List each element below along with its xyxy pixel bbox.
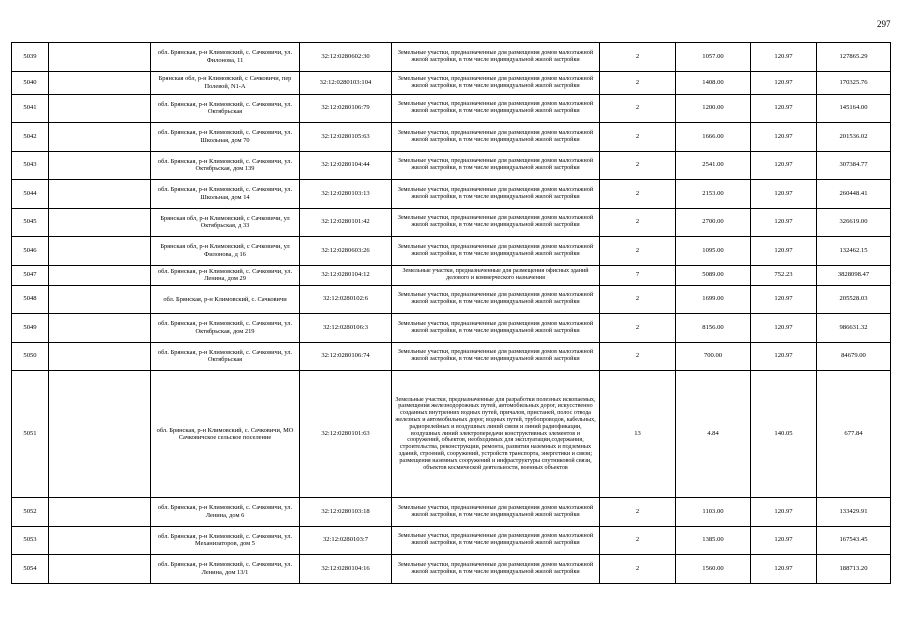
- area-cell: 1095.00: [676, 237, 751, 266]
- blank-cell: [49, 237, 151, 266]
- unit-value-cell: 120.97: [751, 314, 817, 343]
- table-row: [12, 208, 891, 237]
- row-number-cell: 5052: [12, 498, 49, 527]
- use-group-code-cell: 2: [600, 237, 676, 266]
- blank-cell: [49, 265, 151, 285]
- use-group-code-cell: 2: [600, 71, 676, 94]
- table-row: [12, 314, 891, 343]
- table-row: [12, 237, 891, 266]
- blank-cell: [49, 151, 151, 180]
- page-number: 297: [877, 19, 891, 29]
- row-number-cell: 5047: [12, 265, 49, 285]
- row-number-cell: 5049: [12, 314, 49, 343]
- area-cell: 1103.00: [676, 498, 751, 527]
- cadastral-value-cell: 167543.45: [817, 526, 891, 555]
- cadastral-value-cell: 127865.29: [817, 43, 891, 72]
- row-number-cell: 5051: [12, 371, 49, 498]
- cadastral-value-cell: 170325.76: [817, 71, 891, 94]
- area-cell: 4.84: [676, 371, 751, 498]
- address-cell: обл. Брянская, р-н Климовский, с. Сачковичи, ул. Ленина, дом 29: [151, 265, 300, 285]
- unit-value-cell: 120.97: [751, 498, 817, 527]
- land-use-cell: Земельные участки, предназначенные для размещения домов малоэтажной жилой застройки, в том числе индивидуальной жилой застройки: [392, 285, 600, 314]
- address-cell: обл. Брянская, р-н Климовский, с. Сачковичи, ул. Ленина, дом 6: [151, 498, 300, 527]
- address-cell: обл. Брянская, р-н Климовский, с. Сачковичи, ул. Октябрьская, дом 139: [151, 151, 300, 180]
- blank-cell: [49, 43, 151, 72]
- cadastral-number-cell: 32:12:0280106:79: [300, 94, 392, 123]
- row-number-cell: 5040: [12, 71, 49, 94]
- cadastral-number-cell: 32:12:0280104:12: [300, 265, 392, 285]
- unit-value-cell: 120.97: [751, 94, 817, 123]
- cadastral-number-cell: 32:12:0280101:63: [300, 371, 392, 498]
- blank-cell: [49, 526, 151, 555]
- address-cell: обл. Брянская, р-н Климовский, с. Сачковичи, ул. Школьная, дом 14: [151, 180, 300, 209]
- use-group-code-cell: 2: [600, 43, 676, 72]
- use-group-code-cell: 2: [600, 208, 676, 237]
- land-use-cell: Земельные участки, предназначенные для размещения офисных зданий делового и коммерческого назначения: [392, 265, 600, 285]
- address-cell: обл. Брянская, р-н Климовский, с. Сачковичи, ул. Школьная, дом 70: [151, 123, 300, 152]
- unit-value-cell: 120.97: [751, 237, 817, 266]
- cadastral-value-cell: 307384.77: [817, 151, 891, 180]
- table-row: [12, 151, 891, 180]
- use-group-code-cell: 2: [600, 285, 676, 314]
- land-use-cell: Земельные участки, предназначенные для размещения домов малоэтажной жилой застройки, в том числе индивидуальной жилой застройки: [392, 555, 600, 584]
- cadastral-value-cell: 986631.32: [817, 314, 891, 343]
- land-use-cell: Земельные участки, предназначенные для размещения домов малоэтажной жилой застройки, в том числе индивидуальной жилой застройки: [392, 314, 600, 343]
- land-use-cell: Земельные участки, предназначенные для размещения домов малоэтажной жилой застройки, в том числе индивидуальной жилой застройки: [392, 180, 600, 209]
- cadastral-value-cell: 132462.15: [817, 237, 891, 266]
- blank-cell: [49, 180, 151, 209]
- unit-value-cell: 120.97: [751, 43, 817, 72]
- address-cell: обл. Брянская, р-н Климовский, с. Сачковичи, ул. Октябрьская, дом 219: [151, 314, 300, 343]
- row-number-cell: 5050: [12, 342, 49, 371]
- blank-cell: [49, 123, 151, 152]
- unit-value-cell: 120.97: [751, 180, 817, 209]
- unit-value-cell: 120.97: [751, 555, 817, 584]
- cadastral-number-cell: 32:12:0280103:13: [300, 180, 392, 209]
- table-body: [12, 43, 891, 584]
- land-use-cell: Земельные участки, предназначенные для размещения домов малоэтажной жилой застройки, в том числе индивидуальной жилой застройки: [392, 526, 600, 555]
- cadastral-number-cell: 32:12:0280102:6: [300, 285, 392, 314]
- address-cell: обл. Брянская, р-н Климовский, с. Сачковичи, ул. Механизаторов, дом 5: [151, 526, 300, 555]
- use-group-code-cell: 13: [600, 371, 676, 498]
- row-number-cell: 5045: [12, 208, 49, 237]
- cadastral-number-cell: 32:12:0280103:104: [300, 71, 392, 94]
- area-cell: 1200.00: [676, 94, 751, 123]
- blank-cell: [49, 208, 151, 237]
- table-row: [12, 555, 891, 584]
- address-cell: обл. Брянская, р-н Климовский, с. Сачковичи, МО Сачковичское сельское поселение: [151, 371, 300, 498]
- use-group-code-cell: 2: [600, 498, 676, 527]
- land-use-cell: Земельные участки, предназначенные для размещения домов малоэтажной жилой застройки, в том числе индивидуальной жилой застройки: [392, 71, 600, 94]
- row-number-cell: 5054: [12, 555, 49, 584]
- row-number-cell: 5053: [12, 526, 49, 555]
- unit-value-cell: 120.97: [751, 342, 817, 371]
- cadastral-value-cell: 3828098.47: [817, 265, 891, 285]
- cadastral-number-cell: 32:12:0280104:16: [300, 555, 392, 584]
- row-number-cell: 5041: [12, 94, 49, 123]
- row-number-cell: 5043: [12, 151, 49, 180]
- unit-value-cell: 140.05: [751, 371, 817, 498]
- area-cell: 700.00: [676, 342, 751, 371]
- land-use-cell: Земельные участки, предназначенные для размещения домов малоэтажной жилой застройки, в том числе индивидуальной жилой застройки: [392, 237, 600, 266]
- blank-cell: [49, 71, 151, 94]
- address-cell: обл. Брянская, р-н Климовский, с. Сачковичи, ул. Октябрьская: [151, 342, 300, 371]
- land-registry-table: [11, 42, 891, 584]
- land-use-cell: Земельные участки, предназначенные для размещения домов малоэтажной жилой застройки, в том числе индивидуальной жилой застройки: [392, 123, 600, 152]
- cadastral-number-cell: 32:12:0280603:26: [300, 237, 392, 266]
- area-cell: 2541.00: [676, 151, 751, 180]
- table-row: [12, 526, 891, 555]
- table-row: [12, 265, 891, 285]
- area-cell: 2700.00: [676, 208, 751, 237]
- address-cell: обл. Брянская, р-н Климовский, с. Сачковичи, ул. Филонова, 11: [151, 43, 300, 72]
- table-row: [12, 71, 891, 94]
- address-cell: Брянская обл, р-н Климовский, с Сачковичи, пер Полевой, N1-А: [151, 71, 300, 94]
- area-cell: 1666.00: [676, 123, 751, 152]
- address-cell: обл. Брянская, р-н Климовский, с. Сачковичи, ул. Ленина, дом 13/1: [151, 555, 300, 584]
- land-use-cell: Земельные участки, предназначенные для размещения домов малоэтажной жилой застройки, в том числе индивидуальной жилой застройки: [392, 342, 600, 371]
- blank-cell: [49, 371, 151, 498]
- cadastral-number-cell: 32:12:0280103:7: [300, 526, 392, 555]
- address-cell: Брянская обл, р-н Климовский, с Сачковичи, ул Октябрьская, д 33: [151, 208, 300, 237]
- row-number-cell: 5046: [12, 237, 49, 266]
- cadastral-value-cell: 84679.00: [817, 342, 891, 371]
- cadastral-number-cell: 32:12:0280106:74: [300, 342, 392, 371]
- unit-value-cell: 120.97: [751, 208, 817, 237]
- area-cell: 1057.00: [676, 43, 751, 72]
- land-use-cell: Земельные участки, предназначенные для размещения домов малоэтажной жилой застройки, в том числе индивидуальной жилой застройки: [392, 151, 600, 180]
- cadastral-value-cell: 260448.41: [817, 180, 891, 209]
- use-group-code-cell: 2: [600, 342, 676, 371]
- table-row: [12, 342, 891, 371]
- cadastral-value-cell: 326619.00: [817, 208, 891, 237]
- use-group-code-cell: 2: [600, 123, 676, 152]
- cadastral-value-cell: 188713.20: [817, 555, 891, 584]
- cadastral-value-cell: 133429.91: [817, 498, 891, 527]
- address-cell: обл. Брянская, р-н Климовский, с. Сачковичи: [151, 285, 300, 314]
- use-group-code-cell: 2: [600, 94, 676, 123]
- area-cell: 5089.00: [676, 265, 751, 285]
- blank-cell: [49, 498, 151, 527]
- address-cell: обл. Брянская, р-н Климовский, с. Сачковичи, ул. Октябрьская: [151, 94, 300, 123]
- cadastral-number-cell: 32:12:0280103:18: [300, 498, 392, 527]
- table-row: [12, 371, 891, 498]
- area-cell: 1385.00: [676, 526, 751, 555]
- area-cell: 1699.00: [676, 285, 751, 314]
- cadastral-number-cell: 32:12:0280106:3: [300, 314, 392, 343]
- unit-value-cell: 120.97: [751, 285, 817, 314]
- address-cell: Брянская обл, р-н Климовский, с Сачковичи, ул Филонова, д 16: [151, 237, 300, 266]
- cadastral-value-cell: 205528.03: [817, 285, 891, 314]
- use-group-code-cell: 2: [600, 180, 676, 209]
- blank-cell: [49, 555, 151, 584]
- use-group-code-cell: 2: [600, 526, 676, 555]
- cadastral-number-cell: 32:12:0280104:44: [300, 151, 392, 180]
- land-use-cell: Земельные участки, предназначенные для разработки полезных ископаемых, размещения железнодорожных путей, автомобильных дорог, искусственно созданных внутренних водных путей, причалов, пристаней, полос отвода железных и автомобильных дорог, водных путей, трубопроводов, кабельных, радиорелейных и воздушных линий связи и линий радиофикации, воздушных линий электропередачи конструктивных элементов и сооружений, объектов, необходимых для эксплуатации,содержания, строительства, реконструкции, ремонта, развития наземных и подземных зданий, строений, сооружений, устройств транспорта, энергетики и связи; размещения наземных сооружений и инфраструктуры спутниковой связи, объектов космической деятельности, военных объектов: [392, 371, 600, 498]
- area-cell: 1560.00: [676, 555, 751, 584]
- unit-value-cell: 120.97: [751, 123, 817, 152]
- area-cell: 1408.00: [676, 71, 751, 94]
- row-number-cell: 5048: [12, 285, 49, 314]
- unit-value-cell: 120.97: [751, 151, 817, 180]
- blank-cell: [49, 94, 151, 123]
- area-cell: 2153.00: [676, 180, 751, 209]
- use-group-code-cell: 2: [600, 151, 676, 180]
- table-row: [12, 285, 891, 314]
- unit-value-cell: 752.23: [751, 265, 817, 285]
- table-row: [12, 498, 891, 527]
- blank-cell: [49, 314, 151, 343]
- unit-value-cell: 120.97: [751, 526, 817, 555]
- cadastral-value-cell: 201536.02: [817, 123, 891, 152]
- table-row: [12, 94, 891, 123]
- blank-cell: [49, 285, 151, 314]
- cadastral-number-cell: 32:12:0280105:63: [300, 123, 392, 152]
- cadastral-number-cell: 32:12:0280602:30: [300, 43, 392, 72]
- unit-value-cell: 120.97: [751, 71, 817, 94]
- cadastral-value-cell: 677.84: [817, 371, 891, 498]
- land-use-cell: Земельные участки, предназначенные для размещения домов малоэтажной жилой застройки, в том числе индивидуальной жилой застройки: [392, 43, 600, 72]
- land-use-cell: Земельные участки, предназначенные для размещения домов малоэтажной жилой застройки, в том числе индивидуальной жилой застройки: [392, 208, 600, 237]
- row-number-cell: 5044: [12, 180, 49, 209]
- row-number-cell: 5042: [12, 123, 49, 152]
- table-row: [12, 123, 891, 152]
- use-group-code-cell: 2: [600, 555, 676, 584]
- use-group-code-cell: 7: [600, 265, 676, 285]
- use-group-code-cell: 2: [600, 314, 676, 343]
- cadastral-value-cell: 145164.00: [817, 94, 891, 123]
- table-row: [12, 180, 891, 209]
- land-use-cell: Земельные участки, предназначенные для размещения домов малоэтажной жилой застройки, в том числе индивидуальной жилой застройки: [392, 94, 600, 123]
- row-number-cell: 5039: [12, 43, 49, 72]
- land-use-cell: Земельные участки, предназначенные для размещения домов малоэтажной жилой застройки, в том числе индивидуальной жилой застройки: [392, 498, 600, 527]
- blank-cell: [49, 342, 151, 371]
- cadastral-number-cell: 32:12:0280101:42: [300, 208, 392, 237]
- area-cell: 8156.00: [676, 314, 751, 343]
- table-row: [12, 43, 891, 72]
